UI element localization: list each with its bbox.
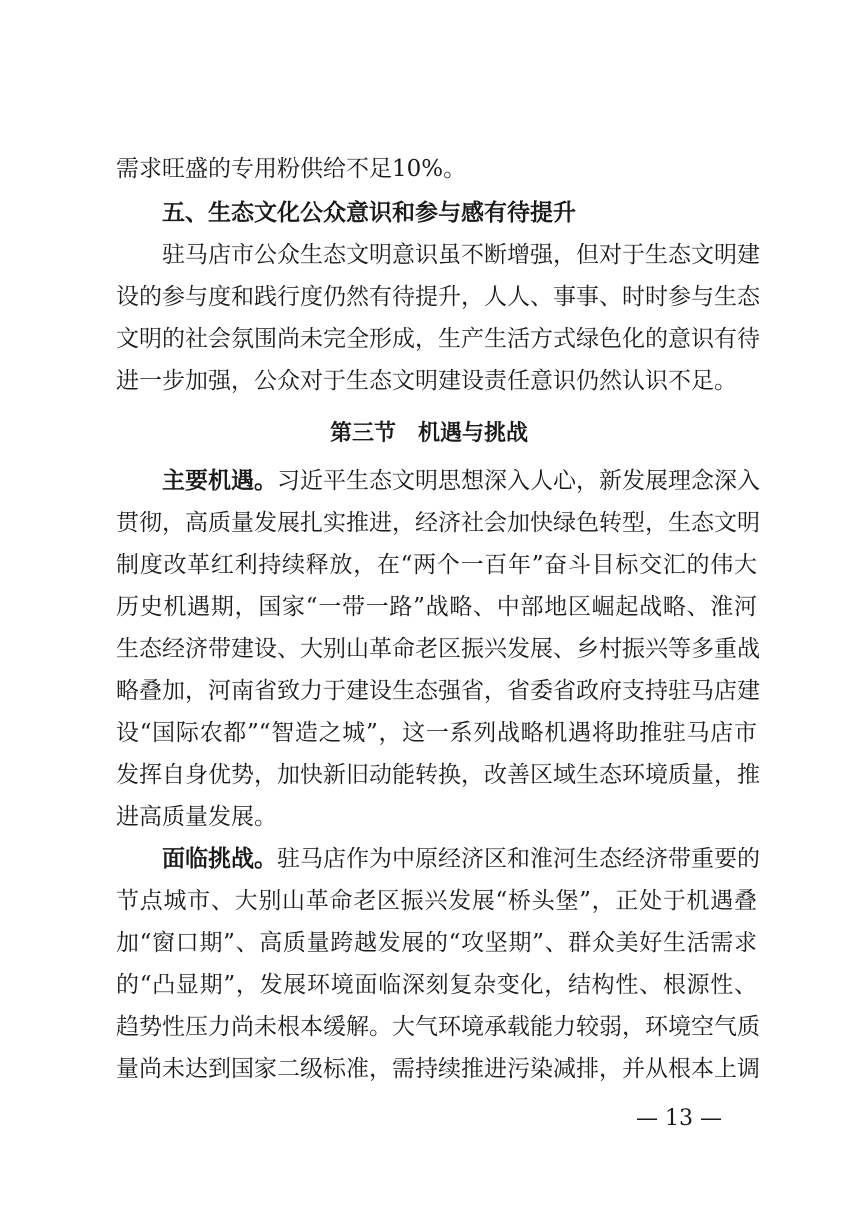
opportunities-text: 习近平生态文明思想深入人心，新发展理念深入 — [277, 468, 760, 494]
opportunities-first-line — [162, 466, 760, 496]
paragraph-line: 进高质量发展。 — [116, 804, 277, 830]
paragraph-line: 节点城市、大别山革命老区振兴发展“桥头堡”，正处于机遇叠 — [116, 888, 757, 914]
challenges-first-line — [162, 844, 760, 874]
paragraph-line: 趋势性压力尚未根本缓解。大气环境承载能力较弱，环境空气质 — [116, 1014, 760, 1040]
paragraph-line: 驻马店市公众生态文明意识虽不断增强，但对于生态文明建 — [162, 242, 760, 268]
paragraph-line: 文明的社会氛围尚未完全形成，生产生活方式绿色化的意识有待 — [116, 326, 760, 352]
paragraph-line: 量尚未达到国家二级标准，需持续推进污染减排，并从根本上调 — [116, 1056, 760, 1082]
opportunities-lead: 主要机遇。 — [162, 468, 277, 494]
section-title: 第三节 机遇与挑战 — [330, 420, 529, 446]
paragraph-line: 制度改革红利持续释放，在“两个一百年”奋斗目标交汇的伟大 — [116, 552, 757, 578]
paragraph-line: 贯彻，高质量发展扎实推进，经济社会加快绿色转型，生态文明 — [116, 510, 760, 536]
paragraph-line: 加“窗口期”、高质量跨越发展的“攻坚期”、群众美好生活需求 — [116, 930, 757, 956]
paragraph-line: 的“凸显期”，发展环境面临深刻复杂变化，结构性、根源性、 — [116, 972, 757, 998]
challenges-text: 驻马店作为中原经济区和淮河生态经济带重要的 — [277, 846, 760, 872]
page-number: — 13 — — [636, 1106, 722, 1131]
paragraph-line: 设的参与度和践行度仍然有待提升，人人、事事、时时参与生态 — [116, 284, 760, 310]
paragraph-line: 发挥自身优势，加快新旧动能转换，改善区域生态环境质量，推 — [116, 762, 760, 788]
paragraph-line: 历史机遇期，国家“一带一路”战略、中部地区崛起战略、淮河 — [116, 594, 757, 620]
paragraph-line: 设“国际农都”“智造之城”，这一系列战略机遇将助推驻马店市 — [116, 720, 757, 746]
section-heading-5: 五、生态文化公众意识和参与感有待提升 — [162, 200, 576, 226]
paragraph-line: 略叠加，河南省致力于建设生态强省，省委省政府支持驻马店建 — [116, 678, 760, 704]
paragraph-tail-line: 需求旺盛的专用粉供给不足10%。 — [116, 156, 467, 182]
paragraph-line: 生态经济带建设、大别山革命老区振兴发展、乡村振兴等多重战 — [116, 636, 760, 662]
paragraph-line: 进一步加强，公众对于生态文明建设责任意识仍然认识不足。 — [116, 368, 737, 394]
challenges-lead: 面临挑战。 — [162, 846, 277, 872]
